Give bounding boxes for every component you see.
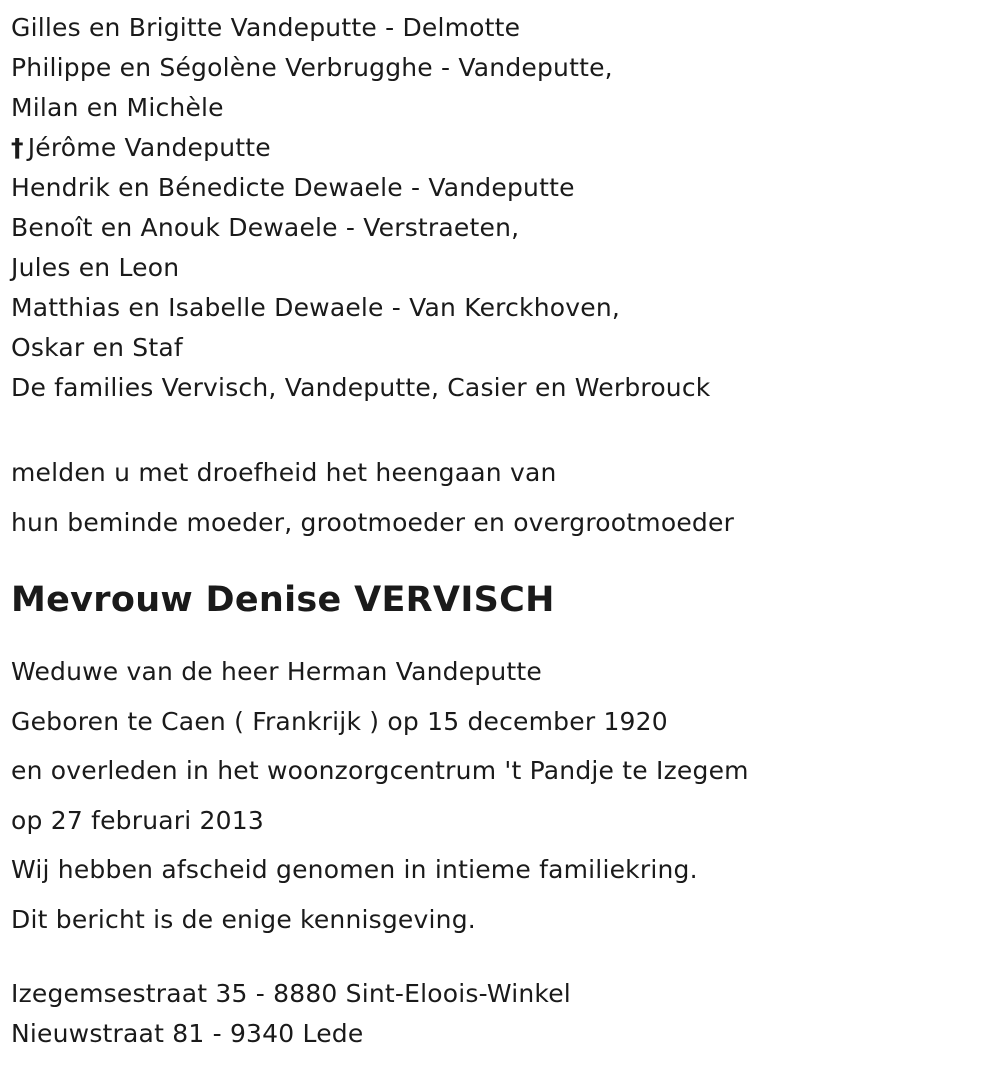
detail-line: op 27 februari 2013 bbox=[11, 805, 264, 835]
address-line: Izegemsestraat 35 - 8880 Sint-Eloois-Winkel bbox=[11, 979, 571, 1008]
family-line: Philippe en Ségolène Verbrugghe - Vandeputte, bbox=[11, 53, 613, 82]
details bbox=[11, 647, 981, 944]
detail-line: Dit bericht is de enige kennisgeving. bbox=[11, 904, 476, 934]
family-line: Gilles en Brigitte Vandeputte - Delmotte bbox=[11, 13, 521, 42]
family-line: Hendrik en Bénedicte Dewaele - Vandeputte bbox=[11, 173, 575, 202]
family-list bbox=[11, 8, 981, 408]
deceased-family-member: Jérôme Vandeputte bbox=[27, 133, 271, 162]
family-line: Matthias en Isabelle Dewaele - Van Kerckhoven, bbox=[11, 293, 621, 322]
family-line-deceased bbox=[11, 128, 981, 168]
announcement bbox=[11, 448, 981, 547]
announcement-line: melden u met droefheid het heengaan van bbox=[11, 458, 557, 487]
deceased-name: Mevrouw Denise VERVISCH bbox=[11, 580, 555, 620]
cross-icon: † bbox=[11, 133, 24, 162]
addresses bbox=[11, 974, 981, 1054]
detail-line: en overleden in het woonzorgcentrum 't Pandje te Izegem bbox=[11, 756, 749, 785]
detail-line: Wij hebben afscheid genomen in intieme familiekring. bbox=[11, 855, 698, 884]
death-notice bbox=[11, 8, 981, 1054]
family-line: Benoît en Anouk Dewaele - Verstraeten, bbox=[11, 213, 520, 242]
family-line: Milan en Michèle bbox=[11, 93, 224, 122]
family-line: De families Vervisch, Vandeputte, Casier en Werbrouck bbox=[11, 373, 711, 402]
family-line: Jules en Leon bbox=[11, 253, 180, 282]
announcement-line: hun beminde moeder, grootmoeder en overgrootmoeder bbox=[11, 507, 735, 537]
address-line: Nieuwstraat 81 - 9340 Lede bbox=[11, 1019, 364, 1048]
family-line: Oskar en Staf bbox=[11, 333, 183, 362]
detail-line: Weduwe van de heer Herman Vandeputte bbox=[11, 657, 543, 686]
detail-line: Geboren te Caen ( Frankrijk ) op 15 december 1920 bbox=[11, 706, 668, 736]
